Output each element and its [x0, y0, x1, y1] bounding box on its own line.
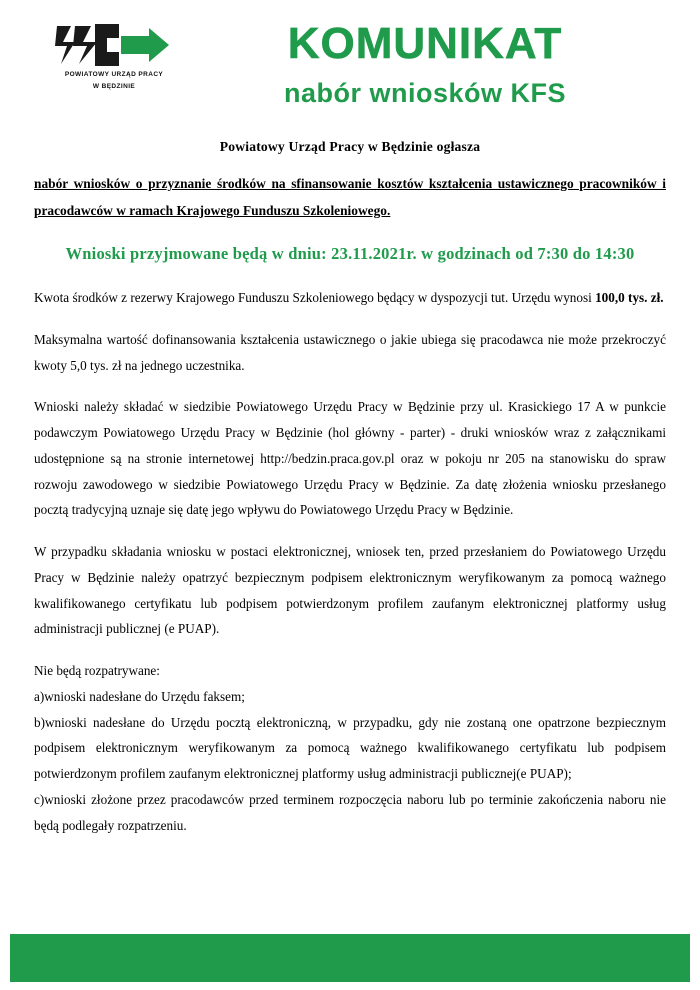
- rejected-item-a: a)wnioski nadesłane do Urzędu faksem;: [34, 688, 245, 704]
- rejected-heading: Nie będą rozpatrywane:: [34, 663, 160, 679]
- electronic-submission-paragraph: W przypadku składania wniosku w postaci elektronicznej, wniosek ten, przed przesłaniem do Powiatowego Urzędu Pracy w Będzinie należy opatrzyć bezpiecznym podpisem elektronicznym weryfikowanym za pomocą ważnego kwalifikowanego certyfikatu lub podpisem potwierdzonym profilem zaufanym elektronicznej platformy usług administracji publicznej (e PUAP).: [34, 544, 666, 637]
- logo-text-line1: POWIATOWY URZĄD PRACY: [64, 71, 164, 78]
- document-header: [34, 18, 666, 120]
- organization-logo: [44, 22, 184, 92]
- amount-paragraph: [34, 285, 666, 311]
- document-content: [34, 134, 666, 838]
- rejected-item-b: b)wnioski nadesłane do Urzędu pocztą elektroniczną, w przypadku, gdy nie zostaną one opatrzone bezpiecznym podpisem elektronicznym weryfikowanym za pomocą ważnego kwalifikowanego certyfikatu lub podpisem potwierdzonym profilem zaufanym elektronicznej platformy usług administracji publicznej(e PUAP);: [34, 714, 666, 782]
- submission-date-line: Wnioski przyjmowane będą w dniu: 23.11.2021r. w godzinach od 7:30 do 14:30: [65, 243, 635, 263]
- lead-paragraph: nabór wniosków o przyznanie środków na sfinansowanie kosztów kształcenia ustawicznego pracowników i pracodawców w ramach Krajowego Funduszu Szkoleniowego.: [34, 176, 666, 218]
- max-amount-paragraph: Maksymalna wartość dofinansowania kształcenia ustawicznego o jakie ubiega się pracodawca nie może przekroczyć kwoty 5,0 tys. zł na jednego uczestnika.: [34, 332, 666, 373]
- submission-place-paragraph: Wnioski należy składać w siedzibie Powiatowego Urzędu Pracy w Będzinie przy ul. Krasickiego 17 A w punkcie podawczym Powiatowego Urzędu Pracy w Będzinie (hol główny - parter) - druki wniosków wraz z załącznikami udostępnione są na stronie internetowej http://bedzin.praca.gov.pl oraz w pokoju nr 205 na stanowisku do spraw rozwoju zawodowego w siedzibie Powiatowego Urzędu Pracy w Będzinie. Za datę złożenia wniosku przesłanego pocztą tradycyjną uznaje się datę jego wpływu do Powiatowego Urzędu Pracy w Będzinie.: [34, 399, 666, 518]
- pup-bedzin-logo-icon: [49, 22, 179, 68]
- rejected-item-c: c)wnioski złożone przez pracodawców przed terminem rozpoczęcia naboru lub po terminie zakończenia naboru nie będą podlegały rozpatrzeniu.: [34, 791, 666, 833]
- amount-value: 100,0 tys. zł.: [595, 290, 664, 306]
- amount-paragraph-text: Kwota środków z rezerwy Krajowego Funduszu Szkoleniowego będący w dyspozycji tut. Urzędu wynosi: [34, 290, 596, 306]
- announcer-line: Powiatowy Urząd Pracy w Będzinie ogłasza: [219, 139, 481, 154]
- page-title: KOMUNIKAT: [287, 19, 563, 68]
- title-block: [184, 18, 666, 107]
- logo-text-line2: W BĘDZINIE: [92, 82, 136, 90]
- footer-bar: [10, 934, 690, 982]
- page-subtitle: nabór wniosków KFS: [283, 78, 567, 108]
